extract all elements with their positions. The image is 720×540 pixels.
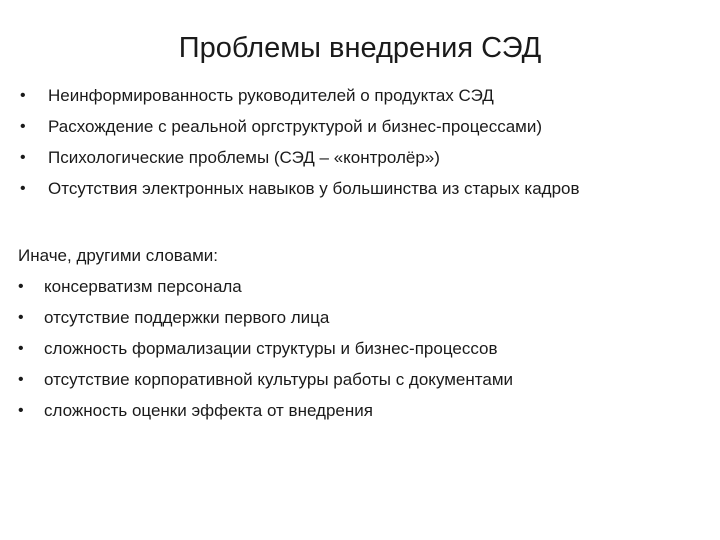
bullet-icon: • [18,371,24,388]
list-item [20,142,580,173]
list-item [20,173,580,204]
list-item-text: консерватизм персонала [44,277,242,296]
bullet-icon: • [20,180,26,197]
bullet-icon: • [18,309,24,326]
list-item [18,302,513,333]
bullet-icon: • [20,118,26,135]
list-item-text: сложность формализации структуры и бизнес-процессов [44,339,498,358]
list-item-text: Расхождение с реальной оргструктурой и бизнес-процессами) [48,117,543,136]
list-item-text: отсутствие поддержки первого лица [44,308,330,327]
list-item-text: сложность оценки эффекта от внедрения [44,401,373,420]
list-item-text: Неинформированность руководителей о продуктах СЭД [48,86,494,105]
list-item-text: отсутствие корпоративной культуры работы с документами [44,370,514,389]
list-item [18,395,513,426]
list-item [20,80,580,111]
main-bullet-list [20,80,580,204]
bullet-icon: • [18,278,24,295]
list-item [18,364,513,395]
list-item-text: Психологические проблемы (СЭД – «контролёр») [48,148,440,167]
bullet-icon: • [20,87,26,104]
slide-title: Проблемы внедрения СЭД [178,32,542,64]
bullet-icon: • [18,402,24,419]
list-item [20,111,580,142]
intro-text: Иначе, другими словами: [18,246,218,265]
list-item-text: Отсутствия электронных навыков у большинства из старых кадров [48,179,580,198]
list-item [18,333,513,364]
list-item [18,271,513,302]
bullet-icon: • [18,340,24,357]
secondary-bullet-list [18,271,513,426]
bullet-icon: • [20,149,26,166]
